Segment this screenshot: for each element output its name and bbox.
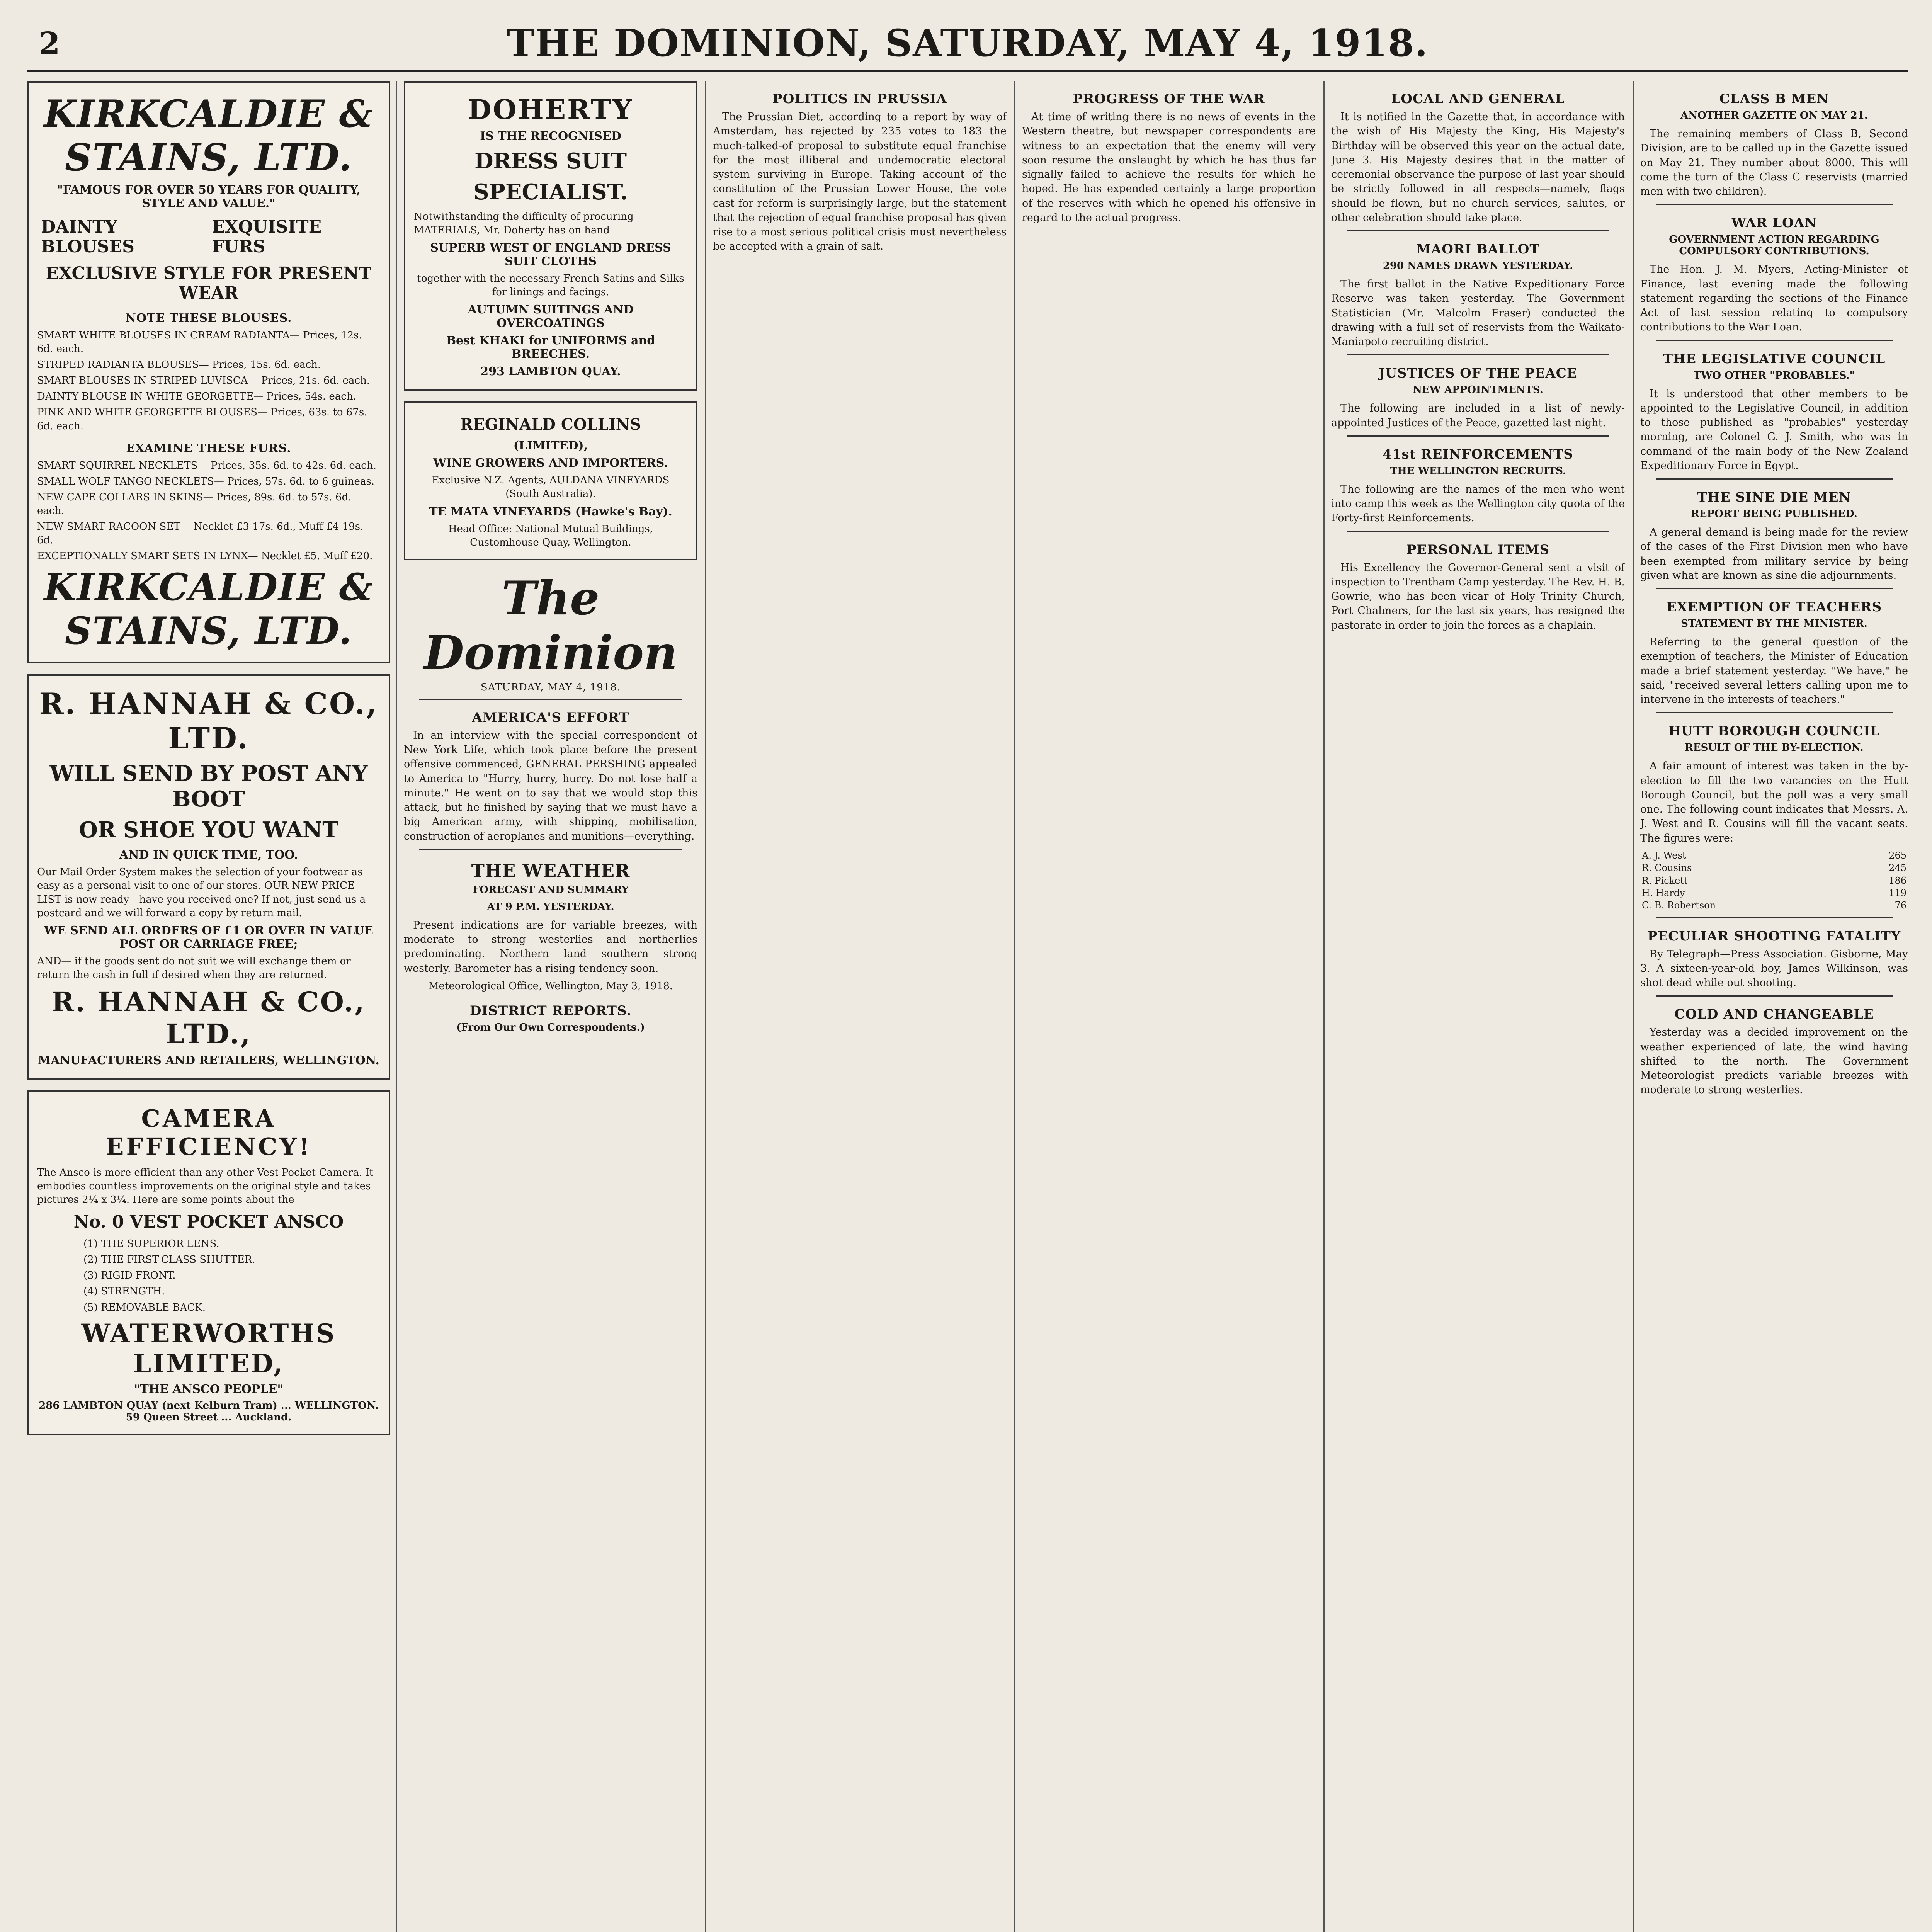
kirkcaldie-name-footer: KIRKCALDIE & STAINS, LTD. xyxy=(44,565,374,653)
teachers-text: Referring to the general question of the exemption of teachers, the Minister of Education made a brief statement yesterday. "We have," he said, "received several letters calling upon me to intervene in the interests of teachers." xyxy=(1640,636,1908,706)
waterworths-name: WATERWORTHS LIMITED, xyxy=(81,1318,336,1379)
column-3 xyxy=(713,81,1007,1932)
class-b-text: The remaining members of Class B, Second Division, are to be called up in the Gazette issued on May 21. They number about 8000. This will come the turn of the Class C reservists (married men with two children). xyxy=(1640,128,1908,197)
hutt-head: HUTT BOROUGH COUNCIL xyxy=(1668,723,1880,739)
doherty-l4: SUPERB WEST OF ENGLAND DRESS SUIT CLOTHS xyxy=(430,241,671,269)
hannah-sub-2: MANUFACTURERS AND RETAILERS, WELLINGTON. xyxy=(38,1053,379,1067)
editorial-body: In an interview with the special correspondent of New York Life, which took place before the present offensive commenced, GENERAL PERSHING appealed to America to "Hurry, hurry, hurry. Do not lose half a minute." He went on to say that we would stop this attack, but he finished by saying that we must have a big American army, with shipping, mobilisation, construction of aeroplanes and munitions—everything. xyxy=(404,729,697,842)
column-rule xyxy=(1633,81,1634,1932)
paper-name: The Dominion xyxy=(423,571,678,680)
hannah-name: R. HANNAH & CO., LTD. xyxy=(39,687,378,756)
camera-head: CAMERA EFFICIENCY! xyxy=(105,1104,312,1161)
collins-l1: WINE GROWERS AND IMPORTERS. xyxy=(433,456,668,470)
fur-item: NEW SMART RACOON SET— Necklet £3 17s. 6d., Muff £4 19s. 6d. xyxy=(37,521,364,546)
candidate-name: A. J. West xyxy=(1642,850,1686,861)
hannah-line5: AND— if the goods sent do not suit we will exchange them or return the cash in full if desired when they are returned. xyxy=(37,955,351,981)
district-head: DISTRICT REPORTS. xyxy=(469,1003,632,1019)
fur-item: SMALL WOLF TANGO NECKLETS— Prices, 57s. 6d. to 6 guineas. xyxy=(37,475,374,487)
candidate-votes: 265 xyxy=(1889,850,1906,861)
hannah-line3: AND IN QUICK TIME, TOO. xyxy=(119,848,298,862)
camera-intro: The Ansco is more efficient than any other Vest Pocket Camera. It embodies countless improvements on the original style and takes pictures 2¼ x 3¼. Here are some points about the xyxy=(37,1167,374,1206)
hannah-ad xyxy=(27,674,390,1080)
note-blouses: NOTE THESE BLOUSES. xyxy=(125,311,292,325)
kirkcaldie-heads xyxy=(41,217,376,257)
divider xyxy=(1656,588,1893,589)
cold-head: COLD AND CHANGEABLE xyxy=(1674,1007,1874,1022)
camera-point: (5) REMOVABLE BACK. xyxy=(83,1301,206,1313)
politics-head: POLITICS IN PRUSSIA xyxy=(772,91,947,107)
page-number: 2 xyxy=(39,25,60,61)
class-b-head: CLASS B MEN xyxy=(1719,91,1829,107)
divider xyxy=(1656,995,1893,997)
hannah-body: Our Mail Order System makes the selection of your footwear as easy as a personal visit to one of our stores. OUR NEW PRICE LIST is now ready—have you received one? If not, just send us a postcard and we will forward a copy by return mail. xyxy=(37,866,366,919)
teachers-sub: STATEMENT BY THE MINISTER. xyxy=(1681,618,1867,629)
ballot-head: MAORI BALLOT xyxy=(1416,242,1540,257)
divider xyxy=(1347,531,1609,532)
personal-head: PERSONAL ITEMS xyxy=(1406,542,1550,558)
blouse-item: SMART WHITE BLOUSES IN CREAM RADIANTA— Prices, 12s. 6d. each. xyxy=(37,330,362,355)
fur-item: NEW CAPE COLLARS IN SKINS— Prices, 89s. 6d. to 57s. 6d. each. xyxy=(37,491,352,517)
war-loan-head: WAR LOAN xyxy=(1731,215,1817,231)
collins-name: REGINALD COLLINS xyxy=(460,415,641,434)
blouse-item: PINK AND WHITE GEORGETTE BLOUSES— Prices, 63s. to 67s. 6d. each. xyxy=(37,406,367,432)
divider xyxy=(419,849,682,850)
column-4 xyxy=(1022,81,1316,1932)
doherty-name: DOHERTY xyxy=(468,94,634,126)
waterworths-address: 286 LAMBTON QUAY (next Kelburn Tram) ... WELLINGTON. 59 Queen Street ... Auckland. xyxy=(39,1400,379,1423)
camera-point: (1) THE SUPERIOR LENS. xyxy=(83,1238,219,1250)
council-sub: TWO OTHER "PROBABLES." xyxy=(1693,369,1855,381)
hutt-results xyxy=(1640,849,1908,912)
divider xyxy=(1656,204,1893,205)
editorial-head: AMERICA'S EFFORT xyxy=(472,709,629,725)
progress-head: PROGRESS OF THE WAR xyxy=(1073,91,1265,107)
reinforcements-sub: THE WELLINGTON RECRUITS. xyxy=(1389,465,1566,477)
doherty-ad xyxy=(404,81,697,391)
candidate-name: H. Hardy xyxy=(1642,887,1685,898)
editorial-dateline: SATURDAY, MAY 4, 1918. xyxy=(480,681,621,693)
collins-ad xyxy=(404,401,697,560)
camera-point: (2) THE FIRST-CLASS SHUTTER. xyxy=(83,1254,255,1266)
council-head: THE LEGISLATIVE COUNCIL xyxy=(1663,351,1886,367)
candidate-votes: 119 xyxy=(1889,887,1906,898)
doherty-l1: IS THE RECOGNISED xyxy=(480,129,621,143)
column-5 xyxy=(1331,81,1625,1932)
local-head: LOCAL AND GENERAL xyxy=(1391,91,1565,107)
blouse-item: DAINTY BLOUSE IN WHITE GEORGETTE— Prices, 54s. each. xyxy=(37,391,356,403)
table-row xyxy=(1640,849,1908,862)
sine-die-head: THE SINE DIE MEN xyxy=(1697,490,1851,505)
collins-l3: TE MATA VINEYARDS (Hawke's Bay). xyxy=(429,505,672,519)
war-loan-text: The Hon. J. M. Myers, Acting-Minister of Finance, last evening made the following statement regarding the sections of the Finance Act of last session relating to compulsory contributions to the War Loan. xyxy=(1640,264,1908,333)
ballot-sub: 290 NAMES DRAWN YESTERDAY. xyxy=(1383,260,1573,272)
head-left: DAINTY BLOUSES xyxy=(41,217,134,257)
candidate-votes: 186 xyxy=(1889,875,1906,886)
column-rule xyxy=(396,81,397,1932)
column-1 xyxy=(27,81,390,1932)
column-rule xyxy=(1014,81,1015,1932)
justices-text: The following are included in a list of newly-appointed Justices of the Peace, gazetted last night. xyxy=(1331,402,1625,429)
hannah-line2: OR SHOE YOU WANT xyxy=(79,817,338,843)
divider xyxy=(1656,478,1893,480)
teachers-head: EXEMPTION OF TEACHERS xyxy=(1666,599,1882,615)
camera-point: (3) RIGID FRONT. xyxy=(83,1270,176,1282)
kirkcaldie-name: KIRKCALDIE & STAINS, LTD. xyxy=(44,92,374,179)
justices-sub: NEW APPOINTMENTS. xyxy=(1413,384,1543,396)
divider xyxy=(1656,917,1893,918)
hannah-line1: WILL SEND BY POST ANY BOOT xyxy=(49,761,368,812)
weather-head: THE WEATHER xyxy=(471,860,630,881)
sine-die-sub: REPORT BEING PUBLISHED. xyxy=(1691,508,1857,520)
district-sub: (From Our Own Correspondents.) xyxy=(456,1021,645,1033)
shooting-head: PECULIAR SHOOTING FATALITY xyxy=(1647,928,1901,944)
ballot-text: The first ballot in the Native Expeditionary Force Reserve was taken yesterday. The Government Statistician (Mr. Malcolm Fraser) conducted the drawing with a full set of reservists from the Waikato-Maniapoto recruiting district. xyxy=(1331,278,1625,348)
politics-text: The Prussian Diet, according to a report by way of Amsterdam, has rejected by 235 votes to 183 the much-talked-of proposal to substitute equal franchise for the most illiberal and undemocratic electoral system surviving in Europe. Taking account of the constitution of the Prussian Lower House, the vote cast for reform is surprisingly large, but the statement that the rejection of equal franchise proposal has given rise to a most serious political crisis must nevertheless be accepted with a grain of salt. xyxy=(713,111,1007,253)
collins-sub: (LIMITED), xyxy=(513,439,588,453)
candidate-name: R. Cousins xyxy=(1642,862,1692,874)
table-row xyxy=(1640,887,1908,899)
cold-text: Yesterday was a decided improvement on the weather experienced of late, the wind having shifted to the north. The Government Meteorologist predicts variable breezes with moderate to strong westerlies. xyxy=(1640,1026,1908,1096)
candidate-votes: 245 xyxy=(1889,862,1906,874)
weather-sign: Meteorological Office, Wellington, May 3, 1918. xyxy=(428,980,673,992)
reinforcements-head: 41st REINFORCEMENTS xyxy=(1383,446,1573,462)
hannah-name-2: R. HANNAH & CO., LTD., xyxy=(51,985,366,1050)
head-right: EXQUISITE FURS xyxy=(212,217,322,257)
column-6 xyxy=(1640,81,1908,1932)
weather-text: Present indications are for variable breezes, with moderate to strong westerlies and northerlies predominating. Northern land southern strong westerly. Barometer has a rising tendency soon. xyxy=(404,919,697,975)
war-loan-sub: GOVERNMENT ACTION REGARDING COMPULSORY CONTRIBUTIONS. xyxy=(1669,234,1879,257)
divider xyxy=(1656,712,1893,713)
candidate-name: R. Pickett xyxy=(1642,875,1688,886)
hutt-sub: RESULT OF THE BY-ELECTION. xyxy=(1685,742,1864,754)
sine-die-text: A general demand is being made for the review of the cases of the First Division men who have been exempted from military service by being given what are known as sine die adjournments. xyxy=(1640,526,1908,582)
doherty-l5: together with the necessary French Satins and Silks for linings and facings. xyxy=(417,273,684,298)
examine-furs: EXAMINE THESE FURS. xyxy=(126,441,291,455)
divider xyxy=(1347,354,1609,355)
collins-l2: Exclusive N.Z. Agents, AULDANA VINEYARDS (South Australia). xyxy=(432,474,670,500)
divider xyxy=(1347,435,1609,437)
doherty-l7: Best KHAKI for UNIFORMS and BREECHES. xyxy=(446,334,655,361)
class-b-sub: ANOTHER GAZETTE ON MAY 21. xyxy=(1680,110,1868,121)
column-rule xyxy=(705,81,706,1932)
blouse-item: SMART BLOUSES IN STRIPED LUVISCA— Prices, 21s. 6d. each. xyxy=(37,375,370,387)
table-row xyxy=(1640,862,1908,874)
weather-time: AT 9 P.M. YESTERDAY. xyxy=(487,901,614,913)
doherty-l2: DRESS SUIT xyxy=(474,148,627,174)
camera-model: No. 0 VEST POCKET ANSCO xyxy=(73,1212,344,1232)
justices-head: JUSTICES OF THE PEACE xyxy=(1379,366,1577,381)
council-text: It is understood that other members to be appointed to the Legislative Council, in addition to those published as "probables" yesterday morning, are Colonel G. J. Smith, who was in command of the main body of the New Zealand Expeditionary Force in Egypt. xyxy=(1640,388,1908,472)
table-row xyxy=(1640,899,1908,912)
shooting-text: By Telegraph—Press Association. Gisborne, May 3. A sixteen-year-old boy, James Wilkinson, was shot dead while out shooting. xyxy=(1640,948,1908,989)
kirkcaldie-ad xyxy=(27,81,390,663)
progress-text: At time of writing there is no news of events in the Western theatre, but newspaper correspondents are witness to an expectation that the enemy will very soon resume the onslaught by which he has thus far signally failed to achieve the results for which he hoped. He has expended certainly a large proportion of the reserves with which he opened his offensive in regard to the actual progress. xyxy=(1022,111,1316,224)
divider xyxy=(1347,230,1609,231)
kirkcaldie-tagline: "FAMOUS FOR OVER 50 YEARS FOR QUALITY, STYLE AND VALUE." xyxy=(57,183,361,210)
fur-item: EXCEPTIONALLY SMART SETS IN LYNX— Necklet £5. Muff £20. xyxy=(37,550,373,562)
reinforcements-text: The following are the names of the men who went into camp this week as the Wellington city quota of the Forty-first Reinforcements. xyxy=(1331,483,1625,524)
table-row xyxy=(1640,874,1908,887)
divider xyxy=(1656,340,1893,341)
fur-item: SMART SQUIRREL NECKLETS— Prices, 35s. 6d. to 42s. 6d. each. xyxy=(37,459,376,471)
kirkcaldie-style-head: EXCLUSIVE STYLE FOR PRESENT WEAR xyxy=(46,264,372,303)
local-text: It is notified in the Gazette that, in accordance with the wish of His Majesty the King, His Majesty's Birthday will be observed this year on the actual date, June 3. His Majesty desires that in the matter of ceremonial observance the purpose of last year should be strictly followed in all respects—namely, flags should be flown, but no church services, salutes, or other celebration should take place. xyxy=(1331,111,1625,224)
camera-point: (4) STRENGTH. xyxy=(83,1286,165,1298)
column-2 xyxy=(404,81,697,1932)
collins-l4: Head Office: National Mutual Buildings, Customhouse Quay, Wellington. xyxy=(448,523,653,548)
doherty-l6: AUTUMN SUITINGS AND OVERCOATINGS xyxy=(468,303,634,330)
candidate-name: C. B. Robertson xyxy=(1642,900,1716,911)
divider xyxy=(419,699,682,700)
hannah-line4: WE SEND ALL ORDERS OF £1 OR OVER IN VALUE POST OR CARRIAGE FREE; xyxy=(44,923,373,951)
personal-text: His Excellency the Governor-General sent a visit of inspection to Trentham Camp yesterday. The Rev. H. B. Gowrie, who has been vicar of Holy Trinity Church, Port Chalmers, for the last six years, has resigned the pastorate in order to join the forces as a chaplain. xyxy=(1331,561,1625,631)
blouse-item: STRIPED RADIANTA BLOUSES— Prices, 15s. 6d. each. xyxy=(37,359,321,371)
doherty-address: 293 LAMBTON QUAY. xyxy=(480,365,621,379)
doherty-body: Notwithstanding the difficulty of procuring MATERIALS, Mr. Doherty has on hand xyxy=(414,211,634,236)
doherty-l3: SPECIALIST. xyxy=(473,179,628,205)
masthead xyxy=(27,12,1908,72)
page-title: THE DOMINION, SATURDAY, MAY 4, 1918. xyxy=(507,21,1429,65)
candidate-votes: 76 xyxy=(1895,900,1906,911)
camera-ad xyxy=(27,1090,390,1435)
column-rule xyxy=(1323,81,1325,1932)
waterworths-sub: "THE ANSCO PEOPLE" xyxy=(134,1382,284,1396)
hutt-text: A fair amount of interest was taken in the by-election to fill the two vacancies on the Hutt Borough Council, but the poll was a very small one. The following count indicates that Messrs. A. J. West and R. Cousins will fill the vacant seats. The figures were: xyxy=(1640,760,1908,844)
weather-sub: FORECAST AND SUMMARY xyxy=(472,884,629,896)
